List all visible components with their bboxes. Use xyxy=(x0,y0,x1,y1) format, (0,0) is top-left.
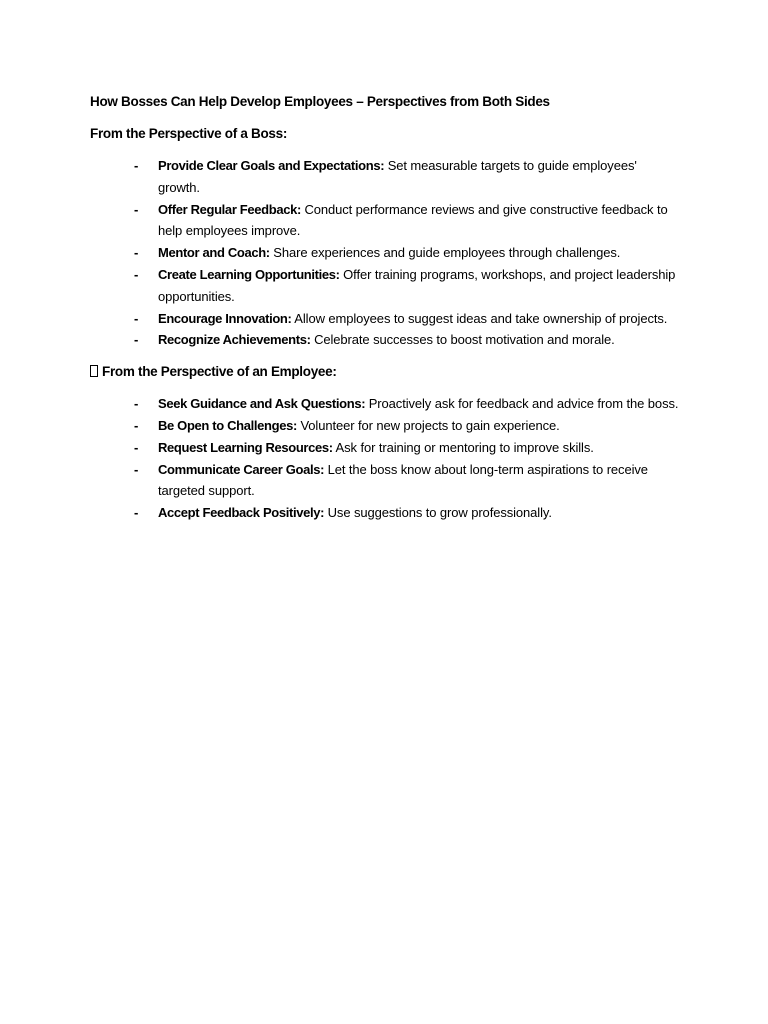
list-item-label: Be Open to Challenges: xyxy=(158,417,297,433)
list-item xyxy=(90,437,680,459)
list-item xyxy=(90,393,680,415)
list-item-text: Ask for training or mentoring to improve skills. xyxy=(332,439,594,455)
list-item-text: Proactively ask for feedback and advice from the boss. xyxy=(365,396,679,412)
list-item-label: Communicate Career Goals: xyxy=(158,461,325,477)
section-heading-boss xyxy=(90,123,680,145)
list-item-text: Offer training programs, workshops, and project leadership opportunities. xyxy=(158,266,676,304)
list-item-label: Recognize Achievements: xyxy=(158,332,311,348)
list-item-label: Provide Clear Goals and Expectations: xyxy=(158,158,385,173)
list-item xyxy=(90,415,680,437)
bullet-dash: - xyxy=(134,266,139,282)
list-item-label: Accept Feedback Positively: xyxy=(158,505,325,521)
list-item-text: Conduct performance reviews and give constructive feedback to help employees improve. xyxy=(158,201,668,239)
bullet-dash: - xyxy=(134,310,139,326)
list-item-label: Seek Guidance and Ask Questions: xyxy=(158,396,366,412)
document-content xyxy=(90,91,680,534)
list-item-text: Share experiences and guide employees through challenges. xyxy=(269,245,621,261)
list-item xyxy=(90,155,680,199)
section-heading-boss-text: From the Perspective of a Boss: xyxy=(90,126,288,141)
bullet-dash: - xyxy=(134,245,139,261)
bullet-dash: - xyxy=(134,158,139,173)
list-item-text: Volunteer for new projects to gain experience. xyxy=(296,417,560,433)
bullet-dash: - xyxy=(134,417,139,433)
list-item xyxy=(90,242,680,264)
bullet-dash: - xyxy=(134,201,139,217)
bullet-dash: - xyxy=(134,505,139,521)
section-heading-employee-text: From the Perspective of an Employee: xyxy=(102,364,337,380)
list-item-text: Allow employees to suggest ideas and take ownership of projects. xyxy=(291,310,668,326)
list-item-text: Let the boss know about long-term aspirations to receive targeted support. xyxy=(158,461,648,499)
section-heading-employee xyxy=(90,361,680,383)
list-item-label: Create Learning Opportunities: xyxy=(158,266,340,282)
list-item-label: Offer Regular Feedback: xyxy=(158,201,301,217)
list-item xyxy=(90,329,680,351)
list-item xyxy=(90,459,680,503)
list-item xyxy=(90,264,680,308)
bullet-dash: - xyxy=(134,396,139,412)
missing-glyph-icon xyxy=(90,365,98,377)
list-item-text: Celebrate successes to boost motivation and morale. xyxy=(310,332,615,348)
bullet-dash: - xyxy=(134,439,139,455)
list-item xyxy=(90,199,680,243)
list-item-text: Set measurable targets to guide employees' growth. xyxy=(158,158,637,195)
list-item-label: Encourage Innovation: xyxy=(158,310,292,326)
bullet-dash: - xyxy=(134,332,139,348)
employee-tips-list xyxy=(90,393,680,524)
list-item-label: Mentor and Coach: xyxy=(158,245,270,261)
boss-tips-list xyxy=(90,155,680,351)
list-item xyxy=(90,308,680,330)
list-item-label: Request Learning Resources: xyxy=(158,439,333,455)
list-item-text: Use suggestions to grow professionally. xyxy=(324,505,552,521)
list-item xyxy=(90,502,680,524)
bullet-dash: - xyxy=(134,461,139,477)
document-title: How Bosses Can Help Develop Employees – Perspectives from Both Sides xyxy=(90,94,550,109)
